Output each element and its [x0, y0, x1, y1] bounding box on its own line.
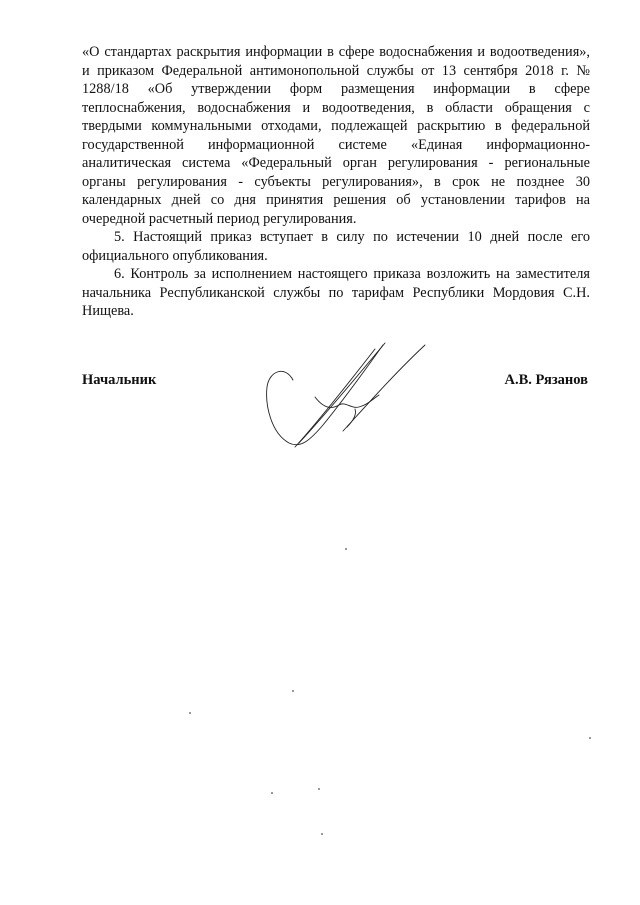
document-body [82, 43, 590, 321]
signatory-name: А.В. Рязанов [504, 372, 588, 388]
paragraph-item-5: 5. Настоящий приказ вступает в силу по истечении 10 дней после его официального опубликования. [82, 229, 590, 264]
paragraph-continuation: «О стандартах раскрытия информации в сфере водоснабжения и водоотведения», и приказом Федеральной антимонопольной службы от 13 сентября 2018 г. № 1288/18 «Об утверждении форм размещения информации в сфере теплоснабжения, водоснабжения и водоотведения, в области обращения с твердыми коммунальными отходами, подлежащей раскрытию в федеральной государственной информационной системе «Единая информационно-аналитическая система «Федеральный орган регулирования - региональные органы регулирования - субъекты регулирования», в срок не позднее 30 календарных дней со дня принятия решения об установлении тарифов на очередной расчетный период регулирования. [82, 44, 590, 227]
scan-speck [345, 548, 347, 550]
scan-speck [292, 690, 294, 692]
scan-speck [271, 792, 273, 794]
scan-speck [189, 712, 191, 714]
handwritten-signature [255, 335, 435, 460]
signatory-position: Начальник [82, 372, 157, 388]
scan-speck [321, 833, 323, 835]
scan-speck [589, 737, 591, 739]
paragraph-item-6: 6. Контроль за исполнением настоящего приказа возложить на заместителя начальника Республиканской службы по тарифам Республики Мордовия С.Н. Нищева. [82, 266, 590, 319]
scan-speck [318, 788, 320, 790]
